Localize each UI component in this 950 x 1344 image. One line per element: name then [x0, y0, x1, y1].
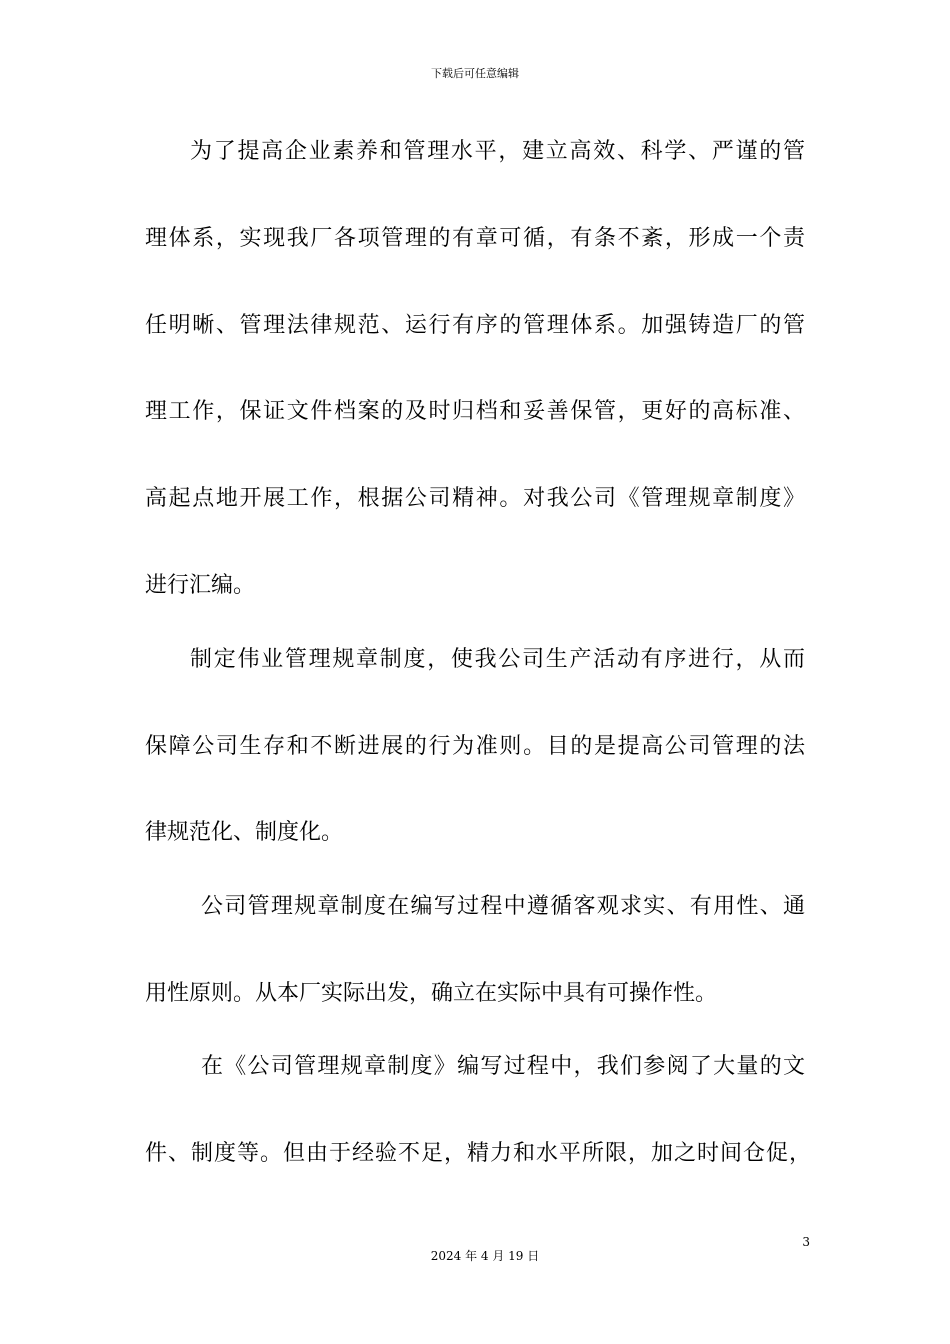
body-line: 用性原则。从本厂实际出发，确立在实际中具有可操作性。 [145, 981, 718, 1006]
body-line: 件、制度等。但由于经验不足，精力和水平所限，加之时间仓促， [145, 1141, 811, 1166]
body-line: 在《公司管理规章制度》编写过程中，我们参阅了大量的文 [201, 1054, 805, 1079]
body-line: 保障公司生存和不断进展的行为准则。目的是提高公司管理的法 [145, 734, 805, 759]
footer-date: 2024 年 4 月 19 日 [430, 1249, 540, 1263]
body-line: 任明晰、管理法律规范、运行有序的管理体系。加强铸造厂的管 [145, 313, 805, 338]
body-line: 律规范化、制度化。 [145, 820, 344, 845]
body-line: 高起点地开展工作，根据公司精神。对我公司《管理规章制度》 [145, 486, 805, 511]
page-number: 3 [802, 1235, 810, 1249]
page-header: 下载后可任意编辑 [431, 67, 519, 80]
body-line: 理体系，实现我厂各项管理的有章可循，有条不紊，形成一个责 [145, 226, 805, 251]
body-line: 制定伟业管理规章制度，使我公司生产活动有序进行，从而 [190, 647, 805, 672]
body-line: 理工作，保证文件档案的及时归档和妥善保管，更好的高标准、 [145, 399, 805, 424]
body-line: 进行汇编。 [145, 573, 256, 598]
body-line: 公司管理规章制度在编写过程中遵循客观求实、有用性、通 [201, 894, 805, 919]
body-line: 为了提高企业素养和管理水平，建立高效、科学、严谨的管 [190, 139, 805, 164]
